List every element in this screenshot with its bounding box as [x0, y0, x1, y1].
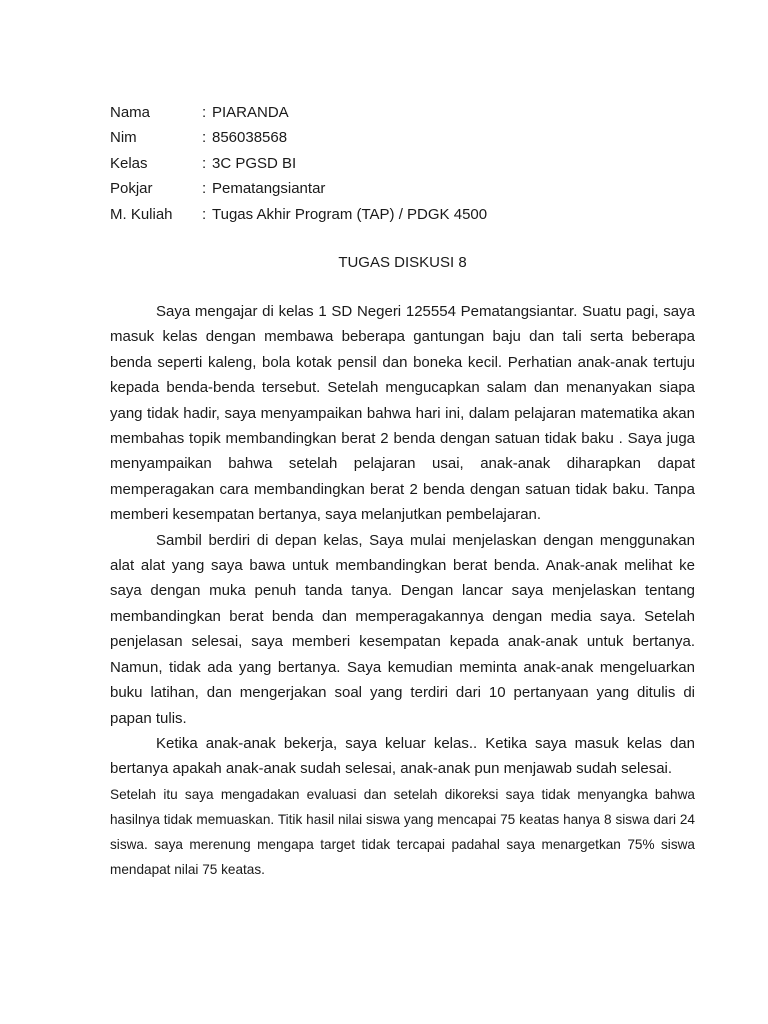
info-row-nim — [110, 125, 670, 150]
info-row-pokjar — [110, 176, 670, 201]
info-row-nama — [110, 100, 670, 125]
info-row-kelas — [110, 151, 670, 176]
info-separator: : — [202, 205, 207, 223]
info-row-mata-kuliah — [110, 202, 670, 227]
info-separator: : — [202, 180, 207, 198]
info-separator: : — [202, 129, 207, 147]
info-label: Pokjar — [110, 180, 153, 198]
paragraph-1: Saya mengajar di kelas 1 SD Negeri 125554 Pematangsiantar. Suatu pagi, saya masuk kelas dengan membawa beberapa gantungan baju dan tali serta beberapa benda seperti kaleng, bola kotak pensil dan boneka kecil. Perhatian anak-anak tertuju kepada benda-benda tersebut. Setelah mengucapkan salam dan menanyakan siapa yang tidak hadir, saya menyampaikan bahwa hari ini, dalam pelajaran matematika akan membahas topik membandingkan berat 2 benda dengan satuan tidak baku . Saya juga menyampaikan bahwa setelah pelajaran usai, anak-anak diharapkan dapat memperagakan cara membandingkan berat 2 benda dengan satuan tidak baku. Tanpa memberi kesempatan bertanya, saya melanjutkan pembelajaran. — [110, 303, 695, 524]
info-value: 856038568 — [212, 129, 288, 147]
info-value: 3C PGSD BI — [212, 154, 297, 172]
info-separator: : — [202, 104, 207, 121]
paragraph-3: Ketika anak-anak bekerja, saya keluar kelas.. Ketika saya masuk kelas dan bertanya apakah anak-anak sudah selesai, anak-anak pun menjawab sudah selesai. — [110, 734, 695, 778]
document-title: TUGAS DISKUSI 8 — [338, 254, 467, 271]
info-value: Tugas Akhir Program (TAP) / PDGK 4500 — [212, 205, 488, 223]
info-label: M. Kuliah — [110, 205, 173, 223]
info-value: PIARANDA — [212, 104, 289, 121]
info-value: Pematangsiantar — [212, 180, 326, 198]
student-info — [110, 100, 670, 227]
document-body — [110, 299, 695, 882]
paragraph-4: Setelah itu saya mengadakan evaluasi dan setelah dikoreksi saya tidak menyangka bahwa hasilnya tidak memuaskan. Titik hasil nilai siswa yang mencapai 75 keatas hanya 8 siswa dari 24 siswa. saya merenung mengapa target tidak tercapai padahal saya menargetkan 75% siswa mendapat nilai 75 keatas. — [110, 786, 695, 877]
info-label: Nama — [110, 104, 151, 121]
info-label: Nim — [110, 129, 137, 147]
info-label: Kelas — [110, 154, 148, 172]
paragraph-2: Sambil berdiri di depan kelas, Saya mulai menjelaskan dengan menggunakan alat alat yang saya bawa untuk membandingkan berat benda. Anak-anak melihat ke saya dengan muka penuh tanda tanya. Dengan lancar saya menjelaskan tentang membandingkan berat benda dan memperagakannya dengan media saya. Setelah penjelasan selesai, saya memberi kesempatan kepada anak-anak untuk bertanya. Namun, tidak ada yang bertanya. Saya kemudian meminta anak-anak mengeluarkan buku latihan, dan mengerjakan soal yang terdiri dari 10 pertanyaan yang ditulis di papan tulis. — [110, 531, 695, 727]
info-separator: : — [202, 154, 207, 172]
